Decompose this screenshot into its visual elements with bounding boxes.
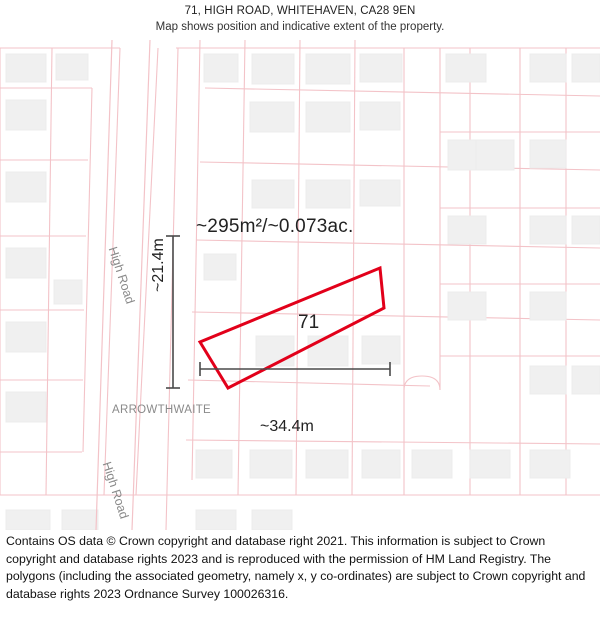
street-label-high-road-south: High Road xyxy=(99,460,132,521)
vertical-dimension-line xyxy=(166,236,180,388)
street-label-high-road-north: High Road xyxy=(105,245,138,306)
map-canvas[interactable] xyxy=(0,40,600,530)
vertical-dimension-label: ~21.4m xyxy=(150,238,167,292)
page-title: 71, HIGH ROAD, WHITEHAVEN, CA28 9EN xyxy=(184,5,416,17)
street-label-arrowthwaite: ARROWTHWAITE xyxy=(112,404,211,416)
map-vector-layer xyxy=(0,40,600,530)
horizontal-dimension-label: ~34.4m xyxy=(260,418,314,435)
plot-number-label: 71 xyxy=(298,312,320,333)
plot-area-label: ~295m²/~0.073ac. xyxy=(196,216,354,237)
property-boundary-polygon[interactable] xyxy=(200,268,384,388)
page-subtitle: Map shows position and indicative extent of the property. xyxy=(155,21,445,33)
copyright-notice: Contains OS data © Crown copyright and database right 2021. This information is subject to Crown copyright and database rights 2023 and is reproduced with the permission of HM Land Registry. The polygons (including the associated geometry, namely x, y co-ordinates) are subject to Crown copyright and database rights 2023 Ordnance Survey 100026316. xyxy=(6,534,586,601)
building-footprints xyxy=(6,54,600,530)
page-header xyxy=(0,0,600,40)
